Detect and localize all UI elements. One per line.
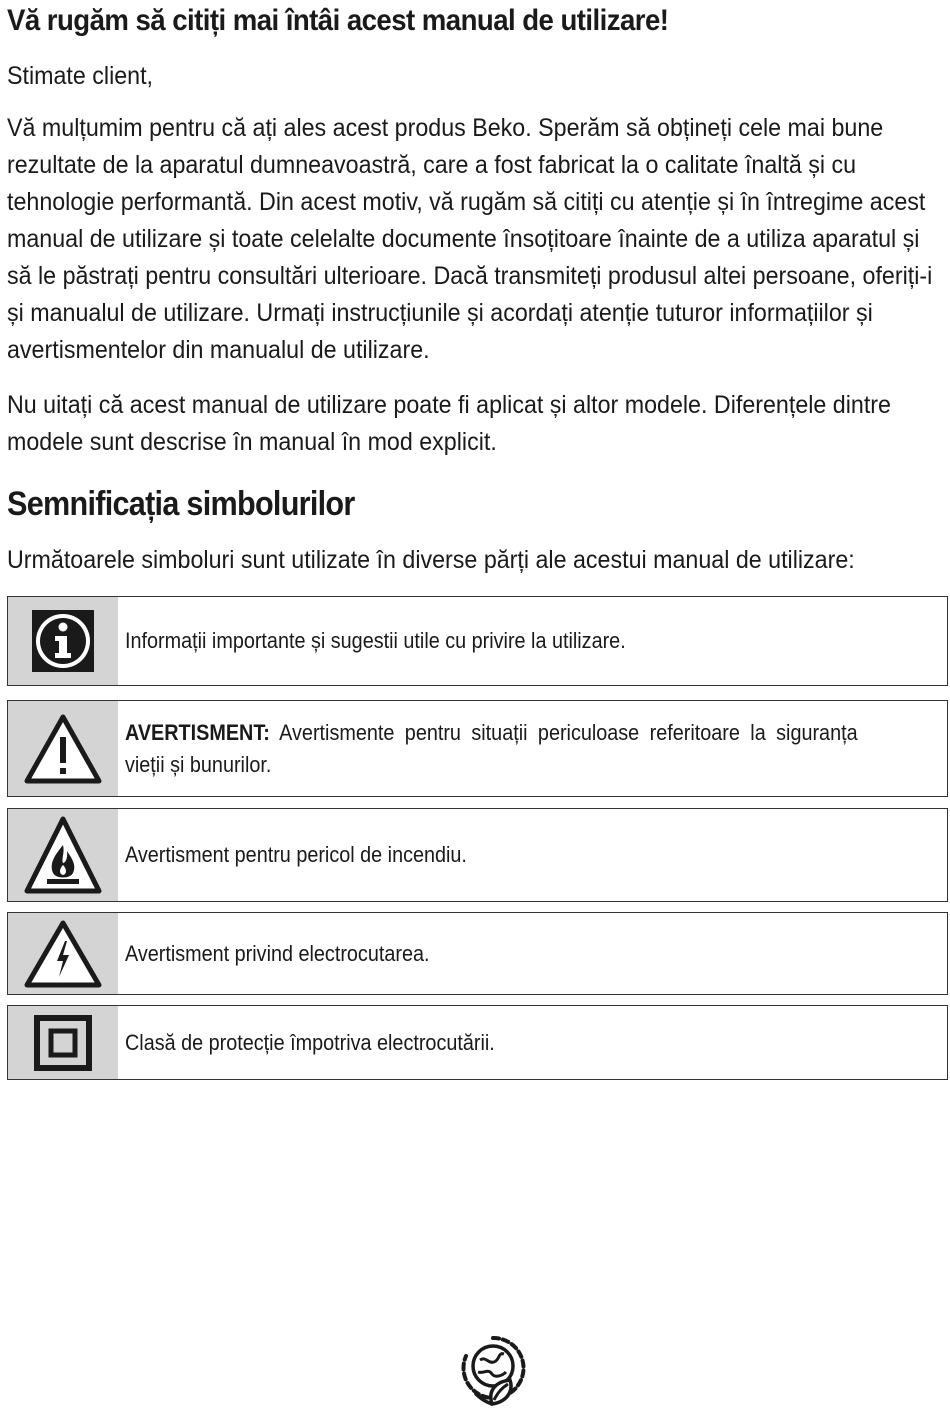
symbol-description: Avertisment privind electrocutarea. <box>125 940 430 966</box>
fire-hazard-icon <box>23 815 103 895</box>
eco-globe-leaf-icon <box>458 1332 528 1408</box>
electric-shock-icon <box>23 919 103 989</box>
page-title: Vă rugăm să citiți mai întâi acest manual de utilizare! <box>7 4 669 37</box>
symbol-row-fire <box>7 808 948 902</box>
symbol-row-electric <box>7 912 948 995</box>
symbol-row-protection-class <box>7 1005 948 1080</box>
warning-icon <box>23 713 103 785</box>
symbol-cell <box>8 701 118 796</box>
info-icon <box>31 609 95 673</box>
symbol-description: Avertismente pentru situații periculoase referitoare la siguranța vieții și bunurilor. <box>125 719 858 777</box>
symbol-cell <box>8 913 118 994</box>
symbol-row-info <box>7 596 948 686</box>
salutation: Stimate client, <box>7 62 154 90</box>
warning-label: AVERTISMENT: <box>125 719 270 745</box>
symbol-cell <box>8 597 118 685</box>
intro-paragraph: Vă mulțumim pentru că ați ales acest produs Beko. Sperăm să obțineți cele mai bune rezultate de la aparatul dumneavoastră, care a fost fabricat la o calitate înaltă și cu tehnologie performantă. Din acest motiv, vă rugăm să citiți cu atenție și în întregime acest manual de utilizare și toate celelalte documente însoțitoare înainte de a utiliza aparatul și să le păstrați pentru consultări ulterioare. Dacă transmiteți produsul altei persoane, oferiți-i și manualul de utilizare. Urmați instrucțiunile și acordați atenție tuturor informațiilor și avertismentelor din manualul de utilizare. <box>7 114 933 364</box>
symbol-description: Clasă de protecție împotriva electrocutării. <box>125 1029 495 1055</box>
symbol-cell <box>8 809 118 901</box>
symbol-row-warning <box>7 700 948 797</box>
section-intro: Următoarele simboluri sunt utilizate în diverse părți ale acestui manual de utilizare: <box>7 546 855 574</box>
double-insulation-icon <box>34 1015 92 1071</box>
symbol-cell <box>8 1006 118 1079</box>
symbol-description: Informații importante și sugestii utile cu privire la utilizare. <box>125 628 626 653</box>
section-heading: Semnificația simbolurilor <box>7 485 355 523</box>
symbol-description: Avertisment pentru pericol de incendiu. <box>125 842 467 867</box>
models-note-paragraph: Nu uitați că acest manual de utilizare poate fi aplicat și altor modele. Diferențele dintre modele sunt descrise în manual în mod explicit. <box>7 391 891 456</box>
